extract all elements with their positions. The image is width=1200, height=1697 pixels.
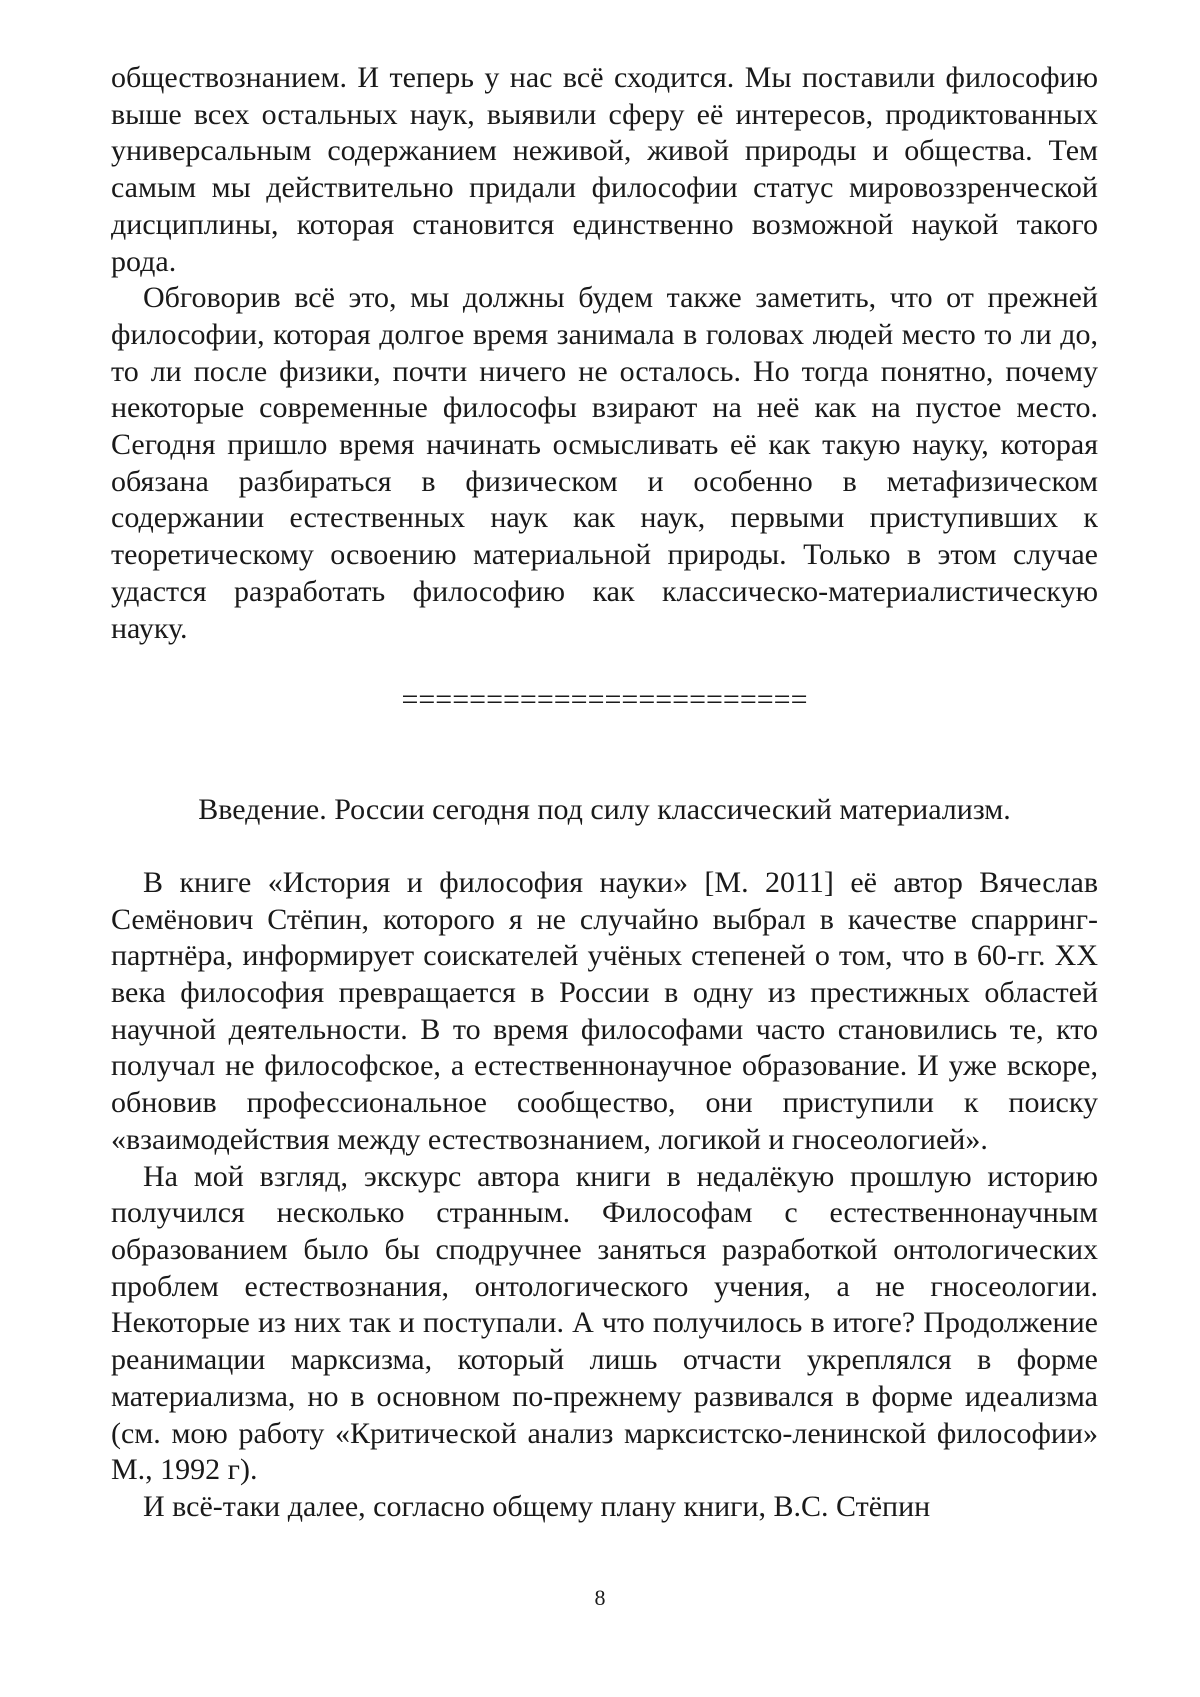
section-separator: ======================== [401,683,808,717]
paragraph-5: И всё-таки далее, согласно общему плану книги, В.С. Стёпин [143,1489,931,1523]
paragraph-3: В книге «История и философия науки» [М. 2011] её автор Вячеслав Семёнович Стёпин, которого я не случайно выбрал в качестве спарринг-партнёра, информирует соискателей учёных степеней о том, что в 60-гг. XX века философия превращается в России в одну из престижных областей научной деятельности. В то время философами часто становились те, кто получал не философское, а естественнонаучное образование. И уже вскоре, обновив профессиональное сообщество, они приступили к поиску «взаимодействия между естествознанием, логикой и гносеологией». [111,865,1098,1156]
document-page [111,60,1098,1526]
page-number: 8 [594,1585,606,1610]
paragraph-4: На мой взгляд, экскурс автора книги в недалёкую прошлую историю получился несколько странным. Философам с естественнонаучным образованием было бы сподручнее заняться разработкой онтологических проблем естествознания, онтологического учения, а не гносеологии. Некоторые из них так и поступали. А что получилось в итоге? Продолжение реанимации марксизма, который лишь отчасти укреплялся в форме материализма, но в основном по-прежнему развивался в форме идеализма (см. мою работу «Критической анализ марксистско-ленинской философии» М., 1992 г). [111,1159,1098,1487]
paragraph-1: обществознанием. И теперь у нас всё сходится. Мы поставили философию выше всех остальных наук, выявили сферу её интересов, продиктованных универсальным содержанием неживой, живой природы и общества. Тем самым мы действительно придали философии статус мировоззренческой дисциплины, которая становится единственно возможной наукой такого рода. [111,61,1098,278]
paragraph-2: Обговорив всё это, мы должны будем также заметить, что от прежней философии, которая долгое время занимала в головах людей место то ли до, то ли после физики, почти ничего не осталось. Но тогда понятно, почему некоторые современные философы взирают на неё как на пустое место. Сегодня пришло время начинать осмысливать её как такую науку, которая обязана разбираться в физическом и особенно в метафизическом содержании естественных наук как наук, первыми приступивших к теоретическому освоению материальной природы. Только в этом случае удастся разработать философию как классическо-материалистическую науку. [111,281,1098,645]
section-heading: Введение. России сегодня под силу классический материализм. [198,793,1011,827]
